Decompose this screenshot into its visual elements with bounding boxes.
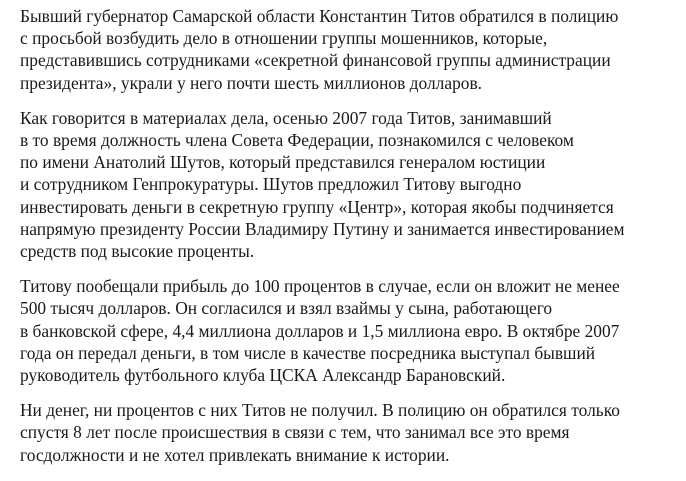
text-line: с просьбой возбудить дело в отношении группы мошенников, которые, [20,28,548,49]
text-line: спустя 8 лет после происшествия в связи с тем, что занимал все это время [20,422,570,443]
text-line: напрямую президенту России Владимиру Путину и занимается инвестированием [20,218,625,239]
text-line: Титову пообещали прибыль до 100 процентов в случае, если он вложит не менее [20,276,620,297]
text-line: 500 тысяч долларов. Он согласился и взял взаймы у сына, работающего [20,298,553,319]
text-line: руководитель футбольного клуба ЦСКА Александр Барановский. [20,365,506,386]
text-line: и сотрудником Генпрокуратуры. Шутов предложил Титову выгодно [20,174,522,195]
paragraph [20,107,680,262]
text-line: Ни денег, ни процентов с них Титов не получил. В полицию он обратился только [20,400,620,421]
text-line: в то время должность члена Совета Федерации, познакомился с человеком [20,130,574,151]
text-line: года он передал деньги, в том числе в качестве посредника выступал бывший [20,342,596,363]
article-body [20,5,680,479]
paragraph [20,399,680,466]
paragraph [20,5,680,94]
text-line: Бывший губернатор Самарской области Константин Титов обратился в полицию [20,6,619,26]
text-line: представившись сотрудниками «секретной финансовой группы администрации [20,50,611,71]
text-line: президента», украли у него почти шесть миллионов долларов. [20,72,483,93]
text-line: инвестировать деньги в секретную группу «Центр», которая якобы подчиняется [20,196,614,217]
text-line: Как говорится в материалах дела, осенью 2007 года Титов, занимавший [20,107,552,128]
text-line: средств под высокие проценты. [20,241,255,262]
text-line: госдолжности и не хотел привлекать внимание к истории. [20,444,450,465]
text-line: по имени Анатолий Шутов, который представился генералом юстиции [20,152,546,173]
text-line: в банковской сфере, 4,4 миллиона долларов и 1,5 миллиона евро. В октябре 2007 [20,320,620,341]
paragraph [20,275,680,386]
